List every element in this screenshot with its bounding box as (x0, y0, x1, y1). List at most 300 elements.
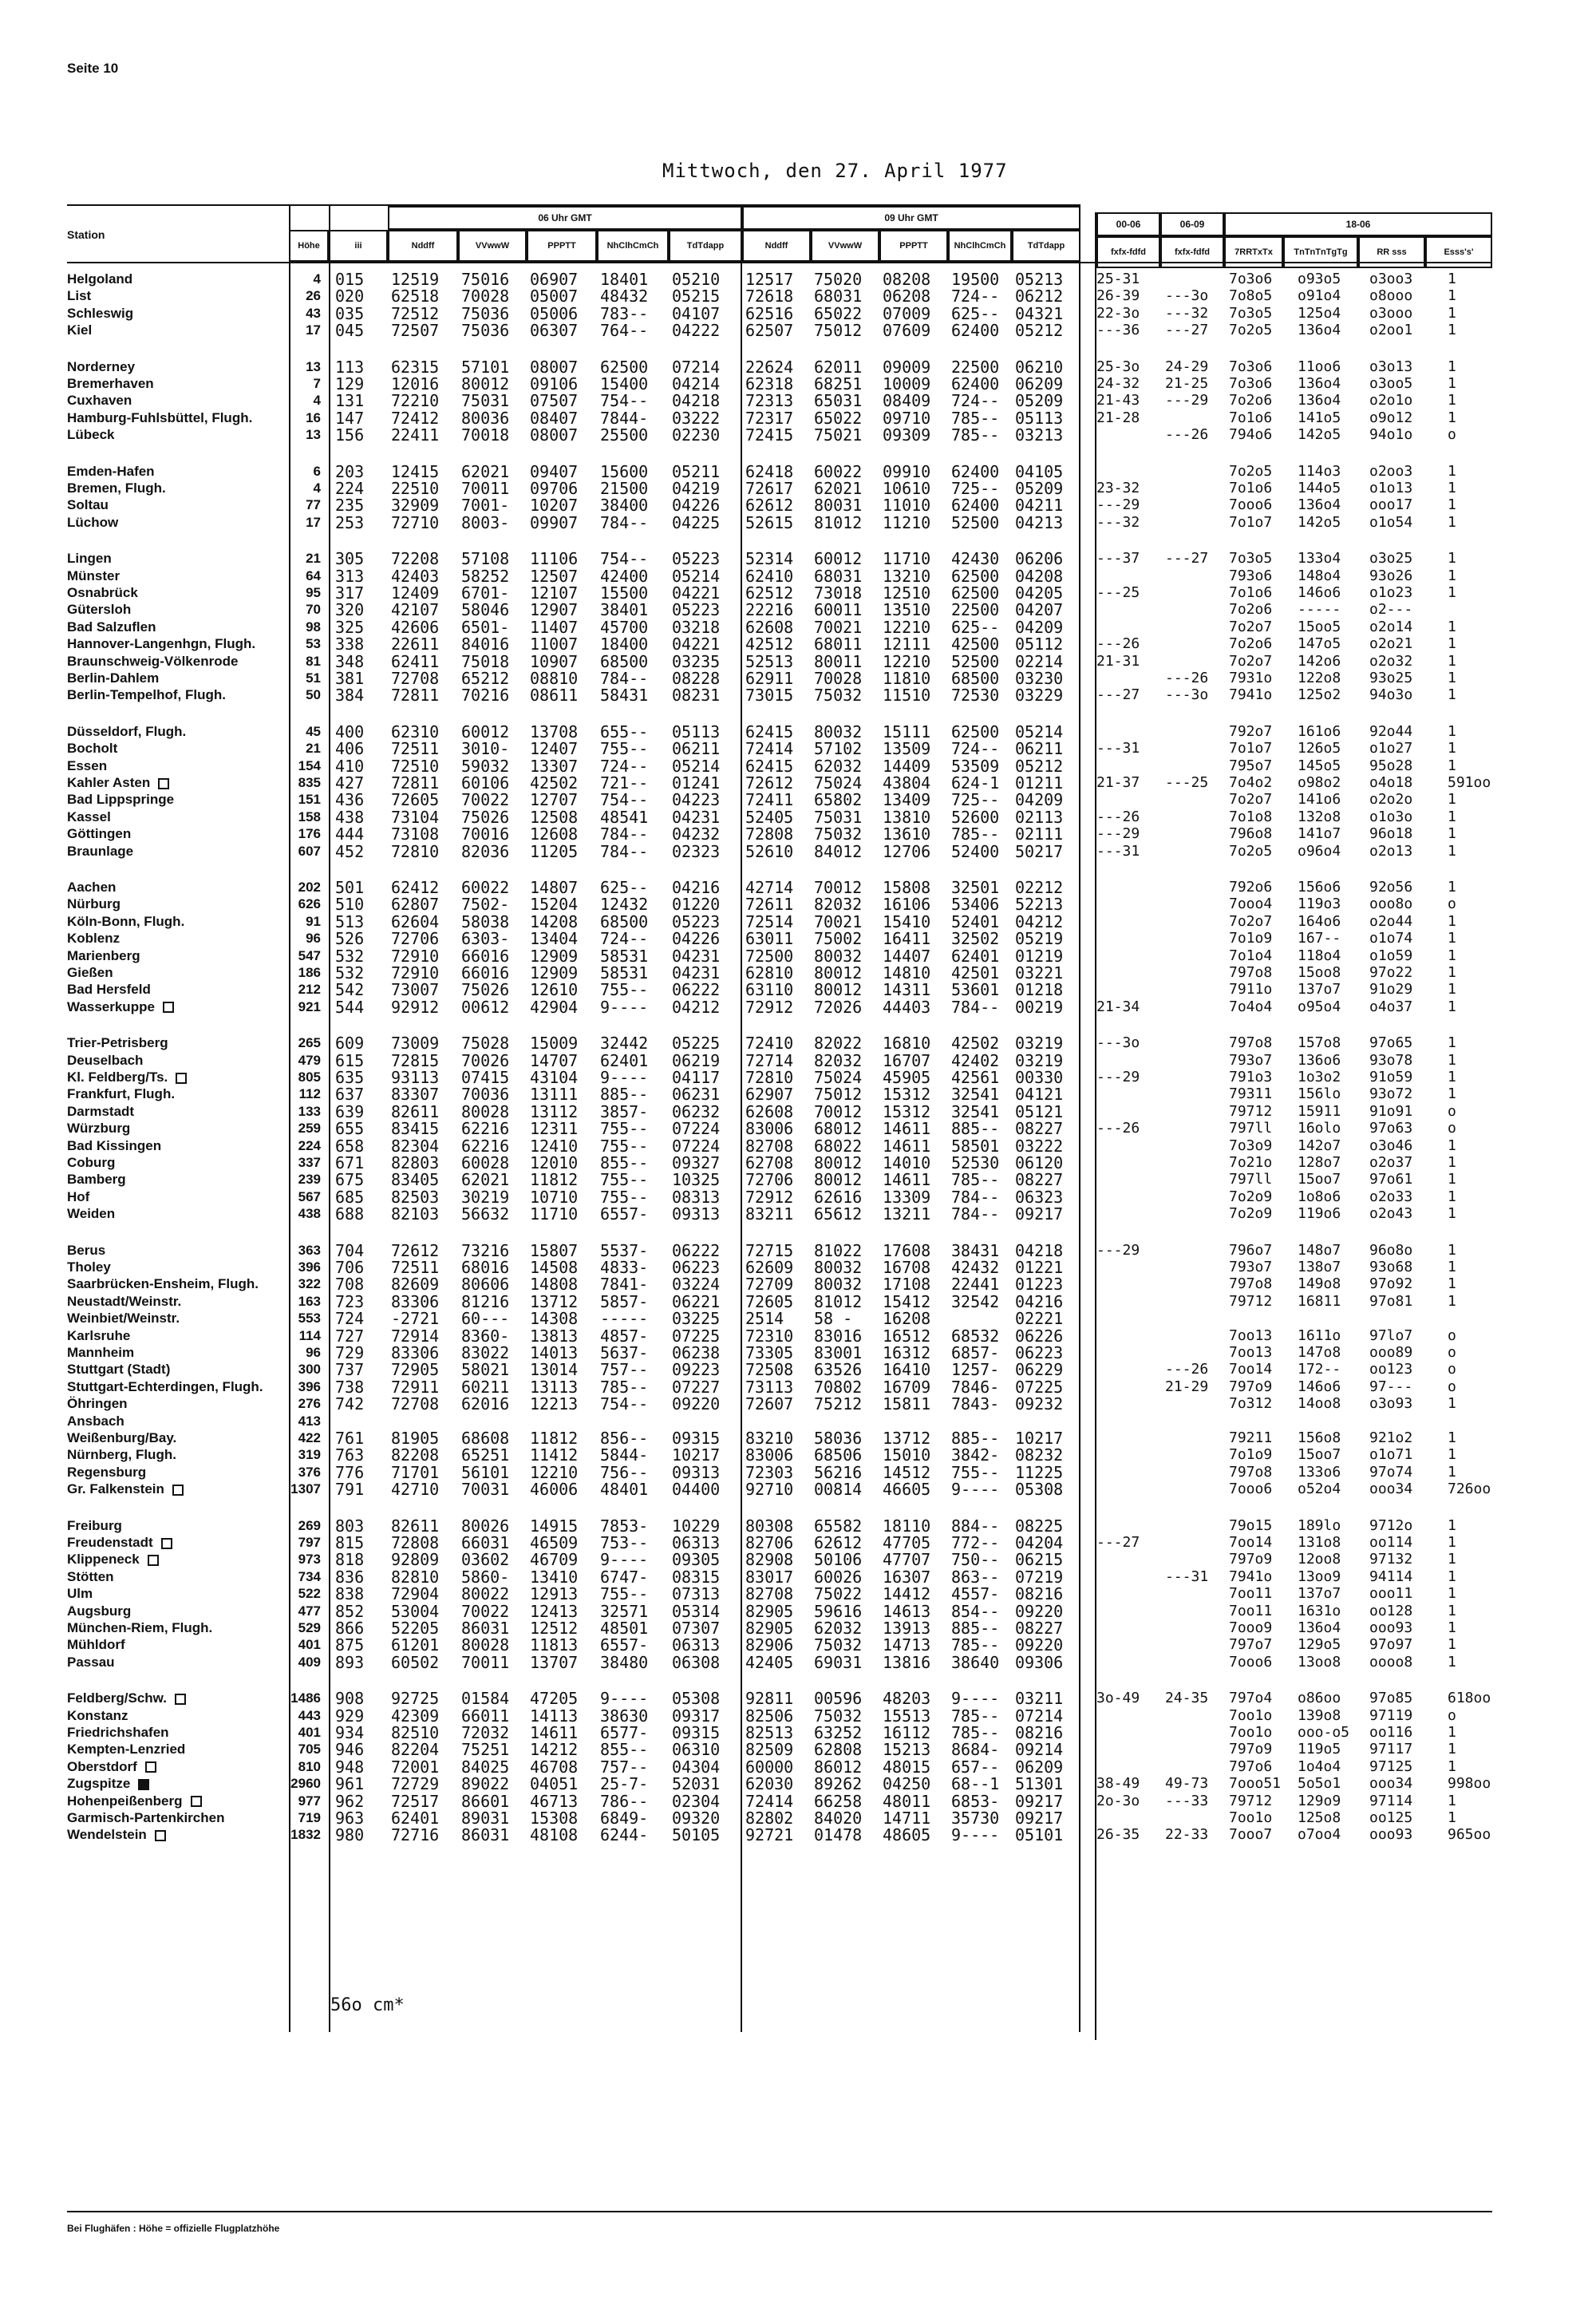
cell-a: 72001 (391, 1757, 440, 1777)
cell-f: 83017 (745, 1567, 794, 1587)
station-name (67, 1121, 130, 1137)
station-label: Kiel (67, 322, 93, 338)
cell-d: 62401 (600, 1050, 649, 1070)
cell-a: 72815 (391, 1050, 440, 1070)
cell-m6: 1 (1448, 1085, 1456, 1103)
cell-j: 32541 (951, 1101, 1000, 1121)
cell-i: 48605 (883, 1825, 931, 1845)
cell-e: 03218 (672, 617, 721, 637)
cell-f: 82905 (745, 1619, 794, 1638)
cell-a: 83306 (391, 1291, 440, 1311)
cell-e: 04219 (672, 479, 721, 498)
cell-c: 13014 (530, 1360, 579, 1380)
header-06-gmt: 06 Uhr GMT (388, 206, 742, 230)
cell-f: 72500 (745, 946, 794, 966)
cell-m5: o2o32 (1369, 652, 1413, 670)
cell-b: 89031 (461, 1809, 510, 1828)
cell-e: 09313 (672, 1462, 721, 1482)
cell-a: 72905 (391, 1360, 440, 1380)
cell-k: 06120 (1015, 1153, 1064, 1172)
station-label: Lübeck (67, 427, 115, 443)
cell-k: 05308 (1015, 1480, 1064, 1500)
cell-c: 12909 (530, 946, 579, 966)
rule-iii (329, 204, 330, 2032)
cell-m5: o1o59 (1369, 947, 1413, 964)
station-label: Hannover-Langenhgn, Flugh. (67, 636, 256, 652)
station-height: 26 (306, 288, 321, 304)
cell-g: 62032 (814, 756, 863, 776)
station-name (67, 1725, 169, 1741)
cell-d: 15400 (600, 374, 649, 393)
cell-i: 16512 (883, 1326, 931, 1346)
station-height: 363 (298, 1242, 321, 1258)
cell-i: 48203 (883, 1689, 931, 1709)
cell-m4: 128o7 (1298, 1154, 1341, 1171)
cell-d: 784-- (600, 512, 649, 532)
cell-m1: ---29 (1096, 1069, 1140, 1085)
cell-m4: 11oo6 (1298, 358, 1341, 375)
station-name (67, 1259, 111, 1275)
cell-m1: ---36 (1096, 322, 1140, 339)
cell-m2: 49-73 (1165, 1775, 1209, 1793)
cell-k: 01219 (1015, 946, 1064, 966)
cell-e: 06219 (672, 1050, 721, 1070)
cell-e: 06313 (672, 1635, 721, 1655)
cell-b: 80022 (461, 1584, 510, 1604)
cell-m6: o (1448, 895, 1456, 913)
cell-m4: 119o3 (1298, 895, 1341, 913)
cell-e: 06238 (672, 1343, 721, 1362)
cell-d: 785-- (600, 1377, 649, 1397)
cell-m3: 7o3o6 (1229, 271, 1273, 287)
cell-c: 12707 (530, 790, 579, 810)
header-tdtdapp: TdTdapp (669, 230, 742, 262)
cell-a: 72710 (391, 512, 440, 532)
cell-c: 08810 (530, 669, 579, 688)
cell-j: 19500 (951, 270, 1000, 289)
cell-j: 6853- (951, 1791, 1000, 1811)
cell-m6: 1 (1448, 930, 1456, 947)
cell-d: 783-- (600, 303, 649, 323)
cell-a: 72716 (391, 1825, 440, 1845)
cell-f: 72410 (745, 1034, 794, 1054)
cell-m3: 7o3o6 (1229, 375, 1273, 392)
cell-j: 785-- (951, 1170, 1000, 1190)
station-height: 17 (306, 514, 321, 530)
cell-m5: 94114 (1369, 1568, 1413, 1585)
station-height: 4 (313, 393, 321, 409)
cell-d: 6577- (600, 1723, 649, 1742)
cell-iii: 609 (335, 1034, 365, 1054)
cell-iii: 313 (335, 566, 365, 586)
cell-d: 754-- (600, 391, 649, 411)
cell-m4: o7oo4 (1298, 1826, 1341, 1844)
open-square-icon (148, 1555, 159, 1566)
cell-iii: 305 (335, 549, 365, 569)
cell-m3: 7931o (1229, 670, 1273, 686)
cell-d: 755-- (600, 1170, 649, 1190)
cell-iii: 317 (335, 583, 365, 603)
cell-j: 3842- (951, 1445, 1000, 1465)
cell-f: 62609 (745, 1258, 794, 1277)
cell-iii: 963 (335, 1809, 365, 1828)
cell-e: 04231 (672, 946, 721, 966)
cell-m6: 1 (1448, 879, 1456, 895)
cell-m3: 7o8o5 (1229, 287, 1273, 305)
cell-m1: 2o-3o (1096, 1792, 1140, 1809)
cell-iii: 542 (335, 980, 365, 1000)
cell-b: 66016 (461, 963, 510, 982)
cell-m3: 7941o (1229, 1568, 1273, 1585)
cell-f: 62608 (745, 1101, 794, 1121)
cell-b: 75016 (461, 270, 510, 289)
cell-j: 863-- (951, 1567, 1000, 1587)
cell-k: 52213 (1015, 895, 1064, 915)
cell-i: 10610 (883, 479, 931, 498)
cell-m5: o3oo3 (1369, 271, 1413, 287)
cell-i: 11010 (883, 496, 931, 516)
cell-m3: 796o7 (1229, 1241, 1273, 1259)
cell-m1: 25-31 (1096, 271, 1140, 287)
cell-iii: 742 (335, 1394, 365, 1414)
cell-iii: 113 (335, 357, 365, 377)
cell-a: 72612 (391, 1240, 440, 1260)
cell-m6: 965oo (1448, 1826, 1491, 1844)
cell-m4: o98o2 (1298, 774, 1341, 791)
cell-m5: 91o59 (1369, 1069, 1413, 1085)
station-height: 45 (306, 723, 321, 739)
cell-k: 04207 (1015, 600, 1064, 620)
cell-a: 83307 (391, 1085, 440, 1105)
cell-g: 62021 (814, 479, 863, 498)
cell-a: 62401 (391, 1809, 440, 1828)
cell-c: 12010 (530, 1153, 579, 1172)
cell-m6: 1 (1448, 1619, 1456, 1636)
cell-iii: 893 (335, 1652, 365, 1672)
cell-c: 14212 (530, 1740, 579, 1760)
cell-m4: 141o6 (1298, 791, 1341, 809)
cell-m4: 136o4 (1298, 496, 1341, 514)
cell-m4: 137o7 (1298, 1585, 1341, 1603)
cell-m3: 792o6 (1229, 879, 1273, 895)
cell-j: 42500 (951, 635, 1000, 654)
cell-a: 42403 (391, 566, 440, 586)
station-label: Bad Kissingen (67, 1137, 162, 1153)
station-label: Bad Salzuflen (67, 619, 156, 635)
cell-f: 82708 (745, 1136, 794, 1156)
cell-m4: o91o4 (1298, 287, 1341, 305)
cell-iii: 224 (335, 479, 365, 498)
cell-m4: 14oo8 (1298, 1395, 1341, 1413)
cell-m4: 119o5 (1298, 1741, 1341, 1758)
cell-b: 57108 (461, 549, 510, 569)
cell-d: 4857- (600, 1326, 649, 1346)
cell-d: 62500 (600, 357, 649, 377)
cell-i: 15213 (883, 1740, 931, 1760)
open-square-icon (163, 1002, 174, 1013)
cell-a: 83405 (391, 1170, 440, 1190)
cell-m5: 97o22 (1369, 964, 1413, 981)
cell-d: 7853- (600, 1516, 649, 1536)
cell-i: 14311 (883, 980, 931, 1000)
cell-e: 09313 (672, 1204, 721, 1224)
cell-iii: 438 (335, 807, 365, 827)
cell-a: 72810 (391, 841, 440, 861)
cell-m5: ooo93 (1369, 1826, 1413, 1844)
cell-m5: 97o61 (1369, 1171, 1413, 1188)
cell-m4: 1o3o2 (1298, 1069, 1341, 1085)
cell-k: 05212 (1015, 756, 1064, 776)
station-label: Klippeneck (67, 1552, 140, 1568)
station-height: 322 (298, 1276, 321, 1292)
cell-i: 13510 (883, 600, 931, 620)
cell-iii: 875 (335, 1635, 365, 1655)
header-top-rule (67, 204, 1080, 206)
cell-e: 04226 (672, 496, 721, 516)
station-label: Konstanz (67, 1707, 128, 1723)
cell-b: 70016 (461, 824, 510, 844)
cell-m1: 21-34 (1096, 998, 1140, 1015)
cell-m4: 137o7 (1298, 981, 1341, 998)
station-label: Stuttgart-Echterdingen, Flugh. (67, 1378, 263, 1394)
cell-i: 43804 (883, 773, 931, 793)
cell-f: 72715 (745, 1240, 794, 1260)
station-name (67, 1104, 134, 1120)
cell-m4: 167-- (1298, 930, 1341, 947)
header-00-06: 00-06 (1096, 212, 1160, 236)
cell-a: 73108 (391, 824, 440, 844)
station-name (67, 1793, 202, 1809)
cell-m5: ooo34 (1369, 1481, 1413, 1498)
cell-iii: 908 (335, 1689, 365, 1709)
cell-a: 72811 (391, 773, 440, 793)
cell-d: 38400 (600, 496, 649, 516)
cell-m4: 189lo (1298, 1516, 1341, 1534)
cell-b: 00612 (461, 997, 510, 1017)
station-label: Berlin-Tempelhof, Flugh. (67, 687, 226, 703)
cell-m1: 21-37 (1096, 774, 1140, 791)
station-label: Düsseldorf, Flugh. (67, 723, 187, 739)
cell-a: 62518 (391, 287, 440, 306)
station-height: 212 (298, 982, 321, 998)
cell-k: 04211 (1015, 496, 1064, 516)
cell-m3: 7o2o7 (1229, 618, 1273, 635)
cell-m2: ---29 (1165, 392, 1209, 409)
cell-j: 52600 (951, 807, 1000, 827)
cell-a: 72708 (391, 669, 440, 688)
cell-a: 72605 (391, 790, 440, 810)
cell-k: 09217 (1015, 1791, 1064, 1811)
cell-e: 10325 (672, 1170, 721, 1190)
cell-c: 09907 (530, 512, 579, 532)
cell-m1: ---31 (1096, 842, 1140, 860)
cell-m4: 148o4 (1298, 567, 1341, 584)
cell-f: 83006 (745, 1119, 794, 1139)
cell-f: 62415 (745, 756, 794, 776)
cell-m6: o (1448, 1326, 1456, 1344)
cell-iii: 235 (335, 496, 365, 516)
cell-j: 42561 (951, 1068, 1000, 1087)
cell-iii: 934 (335, 1723, 365, 1742)
cell-a: 12016 (391, 374, 440, 393)
cell-m3: 7o1o6 (1229, 480, 1273, 496)
cell-d: 786-- (600, 1791, 649, 1811)
cell-i: 14713 (883, 1635, 931, 1655)
rule-09 (1079, 204, 1080, 2032)
cell-m1: ---25 (1096, 584, 1140, 601)
cell-m5: 97o74 (1369, 1463, 1413, 1481)
cell-i: 16106 (883, 895, 931, 915)
station-name (67, 322, 92, 338)
cell-f: 72313 (745, 391, 794, 411)
station-name (67, 1430, 176, 1446)
station-label: Bremen, Flugh. (67, 480, 166, 496)
cell-m6: 1 (1448, 670, 1456, 686)
cell-j: 62400 (951, 374, 1000, 393)
cell-m3: 7o2o5 (1229, 842, 1273, 860)
cell-d: 15500 (600, 583, 649, 603)
cell-g: 80032 (814, 946, 863, 966)
cell-d: 756-- (600, 1462, 649, 1482)
station-label: Cuxhaven (67, 393, 132, 409)
cell-j: 35730 (951, 1809, 1000, 1828)
cell-g: 62616 (814, 1187, 863, 1207)
cell-g: 80032 (814, 722, 863, 741)
station-label: Kempten-Lenzried (67, 1742, 186, 1757)
cell-e: 03225 (672, 1309, 721, 1329)
station-height: 186 (298, 965, 321, 980)
cell-j: 52500 (951, 512, 1000, 532)
station-height: 553 (298, 1311, 321, 1326)
cell-m4: 156o6 (1298, 879, 1341, 895)
cell-c: 11106 (530, 549, 579, 569)
cell-iii: 688 (335, 1204, 365, 1224)
cell-iii: 838 (335, 1584, 365, 1604)
cell-b: 62216 (461, 1136, 510, 1156)
cell-d: 856-- (600, 1429, 649, 1448)
cell-m3: 7o2o6 (1229, 392, 1273, 409)
station-height: 269 (298, 1517, 321, 1533)
cell-m5: o3ooo (1369, 304, 1413, 322)
station-label: Bremerhaven (67, 376, 154, 391)
cell-m3: 7o1o7 (1229, 513, 1273, 531)
cell-b: 89022 (461, 1774, 510, 1794)
cell-g: 75012 (814, 321, 863, 341)
cell-i: 16411 (883, 929, 931, 949)
cell-m4: 125o2 (1298, 686, 1341, 704)
cell-m4: 157o8 (1298, 1034, 1341, 1052)
cell-g: 82032 (814, 1050, 863, 1070)
station-name (67, 670, 159, 686)
cell-d: 724-- (600, 929, 649, 949)
cell-m4: 129o9 (1298, 1792, 1341, 1809)
cell-m5: o3oo5 (1369, 375, 1413, 392)
station-label: Ansbach (67, 1413, 124, 1429)
station-label: Göttingen (67, 826, 132, 842)
cell-e: 05314 (672, 1601, 721, 1621)
cell-m5: o1o13 (1369, 480, 1413, 496)
station-label: Kahler Asten (67, 775, 151, 790)
cell-k: 05121 (1015, 1101, 1064, 1121)
cell-f: 72912 (745, 997, 794, 1017)
cell-m6: 1 (1448, 1516, 1456, 1534)
cell-g: 80031 (814, 496, 863, 516)
cell-g: 75032 (814, 824, 863, 844)
cell-c: 13307 (530, 756, 579, 776)
cell-i: 14611 (883, 1136, 931, 1156)
cell-d: 42400 (600, 566, 649, 586)
cell-j: 885-- (951, 1619, 1000, 1638)
cell-m4: 145o5 (1298, 757, 1341, 774)
cell-g: 60026 (814, 1567, 863, 1587)
station-name (67, 1655, 115, 1670)
cell-f: 72714 (745, 1050, 794, 1070)
cell-e: 06313 (672, 1533, 721, 1552)
cell-a: 72910 (391, 963, 440, 982)
station-label: Osnabrück (67, 585, 138, 600)
cell-iii: 615 (335, 1050, 365, 1070)
cell-i: 10009 (883, 374, 931, 393)
cell-a: 72811 (391, 686, 440, 706)
cell-m5: 92o44 (1369, 722, 1413, 740)
cell-b: 75251 (461, 1740, 510, 1760)
station-name (67, 1345, 134, 1361)
station-name (67, 1637, 125, 1653)
header-nddff-2: Nddff (742, 230, 811, 262)
station-name (67, 602, 131, 618)
station-height: 43 (306, 305, 321, 321)
cell-i: 16208 (883, 1309, 931, 1329)
cell-iii: 532 (335, 963, 365, 982)
cell-m2: ---26 (1165, 670, 1209, 686)
cell-a: 42710 (391, 1480, 440, 1500)
cell-d: 6557- (600, 1635, 649, 1655)
station-label: Schleswig (67, 305, 134, 321)
station-height: 1486 (290, 1690, 321, 1706)
cell-m5: 94o1o (1369, 426, 1413, 444)
station-label: Freudenstadt (67, 1535, 153, 1550)
cell-c: 08407 (530, 408, 579, 428)
station-name (67, 1465, 146, 1481)
cell-b: 70022 (461, 1601, 510, 1621)
station-label: Bad Hersfeld (67, 982, 151, 998)
cell-j: 784-- (951, 997, 1000, 1017)
cell-i: 44403 (883, 997, 931, 1017)
cell-iii: 253 (335, 512, 365, 532)
station-height: 567 (298, 1188, 321, 1204)
cell-m4: 138o7 (1298, 1259, 1341, 1275)
cell-d: 68500 (600, 911, 649, 931)
cell-c: 10710 (530, 1187, 579, 1207)
cell-g: 73018 (814, 583, 863, 603)
cell-b: 86601 (461, 1791, 510, 1811)
cell-g: 68012 (814, 1119, 863, 1139)
cell-d: 5857- (600, 1291, 649, 1311)
cell-m6: 1 (1448, 550, 1456, 567)
cell-c: 07507 (530, 391, 579, 411)
cell-iii: 639 (335, 1101, 365, 1121)
cell-f: 72310 (745, 1326, 794, 1346)
station-label: Deuselbach (67, 1052, 144, 1068)
cell-m3: 795o7 (1229, 757, 1273, 774)
rule-06 (741, 204, 742, 2032)
station-label: Würzburg (67, 1121, 131, 1137)
cell-b: 62021 (461, 461, 510, 481)
station-label: Nürburg (67, 896, 121, 912)
station-height: 6 (313, 463, 321, 479)
cell-m4: 142o6 (1298, 652, 1341, 670)
cell-m4: 136o4 (1298, 322, 1341, 339)
